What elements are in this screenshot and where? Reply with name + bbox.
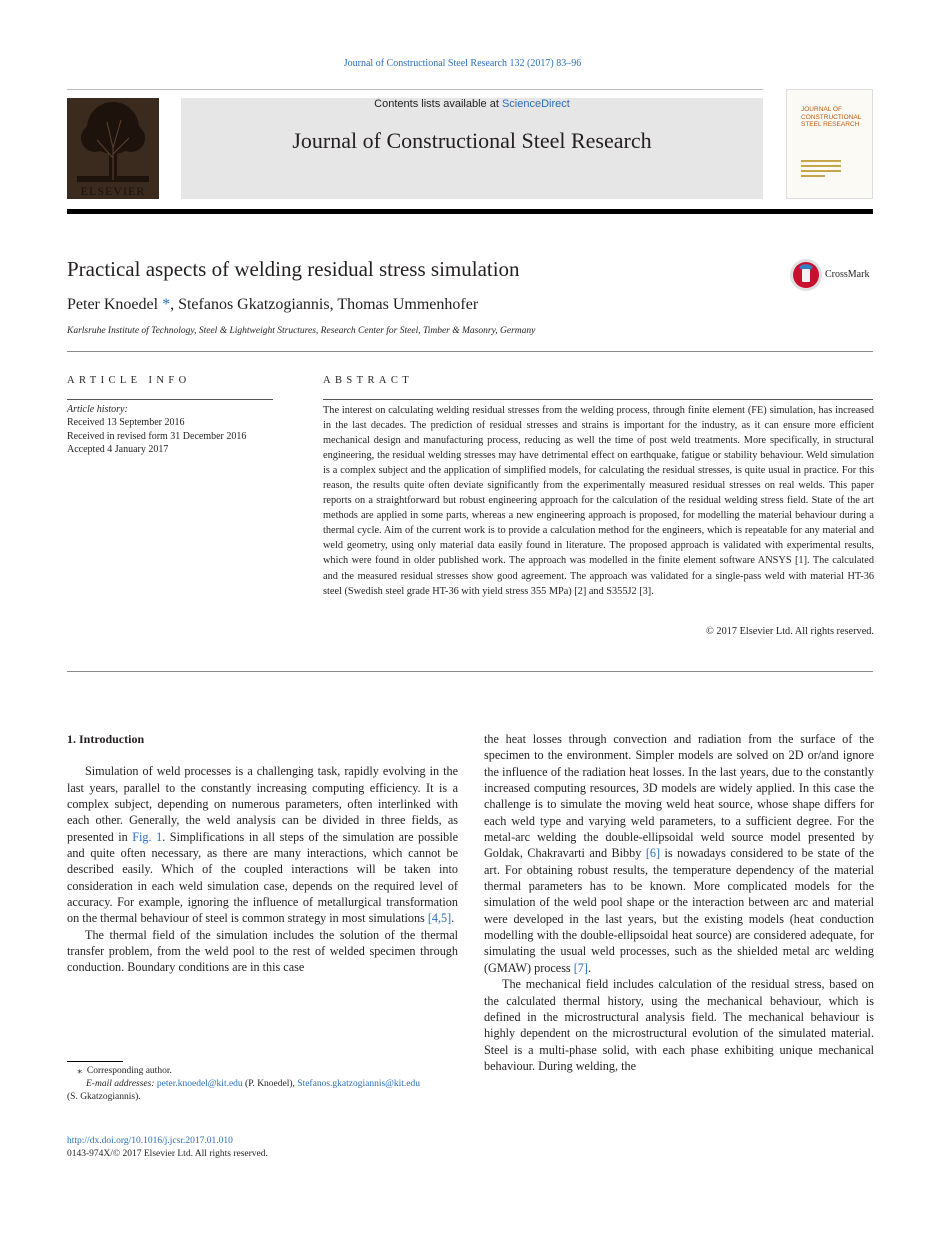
email-line xyxy=(67,1078,462,1091)
paragraph xyxy=(484,731,874,976)
email-label: E-mail addresses: xyxy=(86,1079,157,1090)
received-date: Received 13 September 2016 xyxy=(67,417,185,429)
article-info-rule xyxy=(67,399,273,400)
crossmark-icon xyxy=(789,258,823,292)
elsevier-logo xyxy=(67,98,159,199)
text-run: . xyxy=(587,960,591,975)
email-link-2[interactable]: Stefanos.gkatzogiannis@kit.edu xyxy=(297,1079,421,1090)
doi-block xyxy=(67,1135,268,1161)
email-owner-2: (S. Gkatzogiannis). xyxy=(67,1092,141,1103)
cover-decoration xyxy=(801,160,841,180)
email-owner-1: (P. Knoedel), xyxy=(242,1079,298,1090)
abstract-heading: ABSTRACT xyxy=(323,375,414,386)
crossmark-badge[interactable] xyxy=(789,258,879,292)
abstract-copyright: © 2017 Elsevier Ltd. All rights reserved. xyxy=(706,626,874,637)
citation-link[interactable]: [6] xyxy=(645,846,661,861)
figure-reference-link[interactable]: Fig. 1 xyxy=(132,829,163,844)
citation-link[interactable]: [7] xyxy=(573,960,588,975)
author-list xyxy=(67,296,478,314)
footnote-rule xyxy=(67,1061,123,1062)
text-run: Simulation of weld processes is a challenging task, rapidly evolving in the last years, parallel to the constantly increasing computing efficiency. It is a complex subject, depending on numerous parameters, often interlinked with each other. Generally, the weld analysis can be divided in three fields, as presented in xyxy=(67,764,458,844)
text-run: . Simplifications in all steps of the simulation are possible and quite often necessary, as there are many interactions, which cannot be described easily. Which of the coupled interactions will be taken into consideration in each weld simulation case, depends on the required level of accuracy. For example, ignoring the influence of metallurgical transformation on the thermal behaviour of steel is common strategy in most simulations xyxy=(67,829,458,926)
contents-line xyxy=(181,98,763,110)
abstract-text: The interest on calculating welding residual stresses from the welding process, through finite element (FE) simulation, has increased in the last decades. The prediction of residual stresses and strains is important for the industry, as it can ensure more efficient mechanical design and manufacturing process, reducing as well the time of post weld treatments. More specifically, in structural engineering, the residual welding stresses may have detrimental effect on earthquake, fatigue or stability behaviour. Weld simulation is a complex subject and the application of simplified models, for calculating the residual stresses, is quite usual in practice. For this reason, the results quite often deviate significantly from the experimentally measured residual stresses on real welds. This paper reports on a straightforward but robust engineering approach for the calculation of the residual welding stress field. State of the art methods are applied in some parts, whereas a new engineering approach is proposed, for modelling the material behaviour during a thermal cycle. Aim of the current work is to provide a calculation method for the engineers, which is repeatable for any material and weld geometry, using only material data easily found in literature. The proposed approach is validated with experimental results, which were found in older published work. The approach was modelled in the finite element software ANSYS [1]. The calculated and the measured residual stresses show good agreement. The approach was validated for a single-pass weld with material HT-36 steel (Swedish steel grade HT-36 with yield stress 355 MPa) [2] and S355J2 [3]. xyxy=(323,405,874,597)
abstract-divider xyxy=(67,671,873,672)
doi-link[interactable]: http://dx.doi.org/10.1016/j.jcsr.2017.01.010 xyxy=(67,1136,233,1146)
title-divider xyxy=(67,351,873,352)
cover-title: JOURNAL OF CONSTRUCTIONAL STEEL RESEARCH xyxy=(801,106,862,128)
article-title: Practical aspects of welding residual stress simulation xyxy=(67,257,520,281)
section-heading-introduction: 1. Introduction xyxy=(67,732,145,746)
other-authors: , Stefanos Gkatzogiannis, Thomas Ummenhofer xyxy=(170,296,479,313)
issn-line: 0143-974X/© 2017 Elsevier Ltd. All rights reserved. xyxy=(67,1149,268,1160)
journal-title: Journal of Constructional Steel Research xyxy=(292,128,652,153)
abstract-rule xyxy=(323,399,873,400)
body-right-column xyxy=(484,731,874,1074)
body-left-column xyxy=(67,731,458,976)
journal-citation[interactable]: Journal of Constructional Steel Research 132 (2017) 83–96 xyxy=(343,58,582,69)
corresponding-text: Corresponding author. xyxy=(86,1066,172,1076)
sciencedirect-link[interactable]: ScienceDirect xyxy=(501,98,570,110)
crossmark-label: CrossMark xyxy=(825,269,870,280)
journal-cover-thumbnail[interactable] xyxy=(786,89,873,199)
revised-date: Received in revised form 31 December 2016 xyxy=(67,430,247,442)
footnote xyxy=(67,1065,462,1105)
paragraph xyxy=(67,763,458,926)
email-link-1[interactable]: peter.knoedel@kit.edu xyxy=(156,1079,243,1090)
author-1: Peter Knoedel xyxy=(67,296,159,313)
corresponding-author-mark[interactable]: * xyxy=(162,296,171,313)
text-run: . xyxy=(451,911,455,926)
affiliation: Karlsruhe Institute of Technology, Steel & Lightweight Structures, Research Center for Steel, Timber & Masonry, Germany xyxy=(67,326,536,336)
publisher-wordmark: ELSEVIER xyxy=(80,184,146,198)
article-info-heading: ARTICLE INFO xyxy=(67,375,191,386)
paragraph: The thermal field of the simulation includes the solution of the thermal transfer problem, from the weld pool to the rest of welded specimen through conduction. Boundary conditions are in this case xyxy=(67,927,458,975)
citation-link[interactable]: [4,5] xyxy=(427,911,452,926)
article-history xyxy=(67,403,287,457)
text-run: is nowadays considered to be state of the art. For obtaining robust results, the temperature dependency of the material thermal parameters has to be known. More complicated models for the simulation of the weld pool shape or the interaction between arc and material were developed in the last years, but the existing models (heat conduction modelling with the double-ellipsoidal heat source) are considered adequate, for simulating the usual weld processes, such as the shielded metal arc welding (GMAW) process xyxy=(484,846,874,975)
header-thick-rule xyxy=(67,209,873,214)
contents-prefix: Contents lists available at xyxy=(374,98,502,110)
paragraph: The mechanical field includes calculation of the residual stress, based on the calculated thermal history, using the mechanical behaviour, which is defined in the microstructural analysis field. The mechanical behaviour is highly dependent on the microstructural evolution of the simulated material. Steel is a multi-phase solid, with each phase exhibiting unique mechanical behaviour. During welding, the xyxy=(484,977,874,1073)
header-divider xyxy=(67,89,763,90)
text-run: the heat losses through convection and radiation from the surface of the specimen to the environment. Simpler models are solved on 2D or/and ignore the influence of the radiation heat losses. In the last years, due to the constantly increased computing resources, 3D models are widely applied. In this case the challenge is to simulate the moving weld heat source, whose shape differs for each weld type and varying weld parameters, to a sufficient degree. For the metal-arc welding the double-ellipsoidal weld source model presented by Goldak, Chakravarti and Bibby xyxy=(484,732,874,861)
corresponding-note: ⁎ Corresponding author. xyxy=(75,1066,172,1076)
accepted-date: Accepted 4 January 2017 xyxy=(67,444,169,456)
history-label: Article history: xyxy=(67,404,128,415)
